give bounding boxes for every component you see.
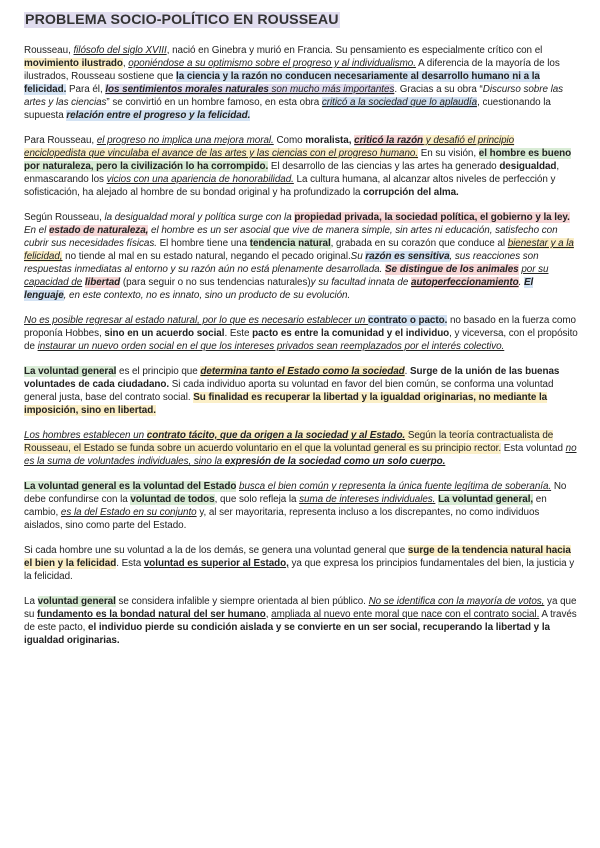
text-segment: No debe confundirse con la: [24, 481, 567, 505]
text-segment: En su visión,: [418, 148, 479, 159]
document-title-text: PROBLEMA SOCIO-POLÍTICO EN ROUSSEAU: [25, 12, 339, 28]
text-segment: y su facultad innata de: [310, 277, 411, 288]
text-segment: corrupción del alma.: [363, 187, 459, 198]
text-segment: . Esta: [116, 558, 144, 569]
paragraph-6: [24, 429, 578, 468]
text-segment: La voluntad general,: [438, 494, 534, 505]
text-segment: El lenguaje: [24, 277, 534, 301]
text-segment: criticó la razón: [354, 135, 424, 146]
text-segment: el individuo pierde su condición aislada y se convierte en un ser social, recuperando la libertad y la igualdad originarias.: [24, 622, 550, 646]
text-segment: el progreso no implica una mejora moral.: [96, 135, 274, 146]
text-segment: La voluntad general: [24, 366, 117, 377]
text-segment: no basado en la fuerza como proponía Hobbes,: [24, 315, 576, 339]
text-segment: Como: [273, 135, 306, 146]
text-segment: ya que expresa los principios fundamentales del bien, la justicia y la felicidad.: [24, 558, 575, 582]
text-segment: sino en un acuerdo social: [104, 328, 225, 339]
text-segment: razón es sensitiva: [365, 251, 450, 262]
text-segment: instaurar un nuevo orden social en el que los intereses privados sean reemplazados por el interés colectivo.: [37, 341, 505, 352]
text-segment: bienestar y a la felicidad,: [24, 238, 574, 262]
text-segment: La cultura humana, al alcanzar altos niveles de perfección y sofisticación, ha alejado al hombre de su bondad original y ha profundizado la: [24, 174, 556, 198]
paragraph-9: [24, 595, 578, 647]
text-segment: movimiento ilustrado: [24, 58, 123, 69]
text-segment: fundamento es la bondad natural del ser humano: [37, 609, 266, 620]
text-segment: estado de naturaleza,: [48, 225, 149, 236]
text-segment: , y viceversa, con el propósito de: [24, 328, 578, 352]
text-segment: desigualdad: [499, 161, 557, 172]
text-segment: Si cada individuo aporta su voluntad en favor del bien común, se conforma una voluntad general justa, base del contrato social.: [24, 379, 554, 403]
text-segment: vicios con una apariencia de honorabilidad.: [106, 174, 294, 185]
text-segment: El hombre tiene una: [156, 238, 250, 249]
text-segment: en cambio,: [24, 494, 547, 518]
text-segment: Su finalidad es recuperar la libertad y la igualdad originarias, no mediante la imposición, sino en libertad.: [24, 392, 548, 416]
paragraph-4: [24, 314, 578, 353]
text-segment: se considera infalible y siempre orientada al bien público.: [115, 596, 369, 607]
text-segment: la desigualdad moral y política surge con la: [104, 212, 295, 223]
text-segment: Surge de la unión de las buenas voluntades de cada ciudadano.: [24, 366, 560, 390]
text-segment: Los hombres establecen un: [24, 430, 147, 441]
text-segment: relación entre el progreso y la felicidad.: [66, 110, 251, 121]
text-segment: La: [24, 596, 38, 607]
text-segment: El desarrollo de las ciencias y las artes ha generado: [268, 161, 500, 172]
paragraph-8: [24, 544, 578, 583]
text-segment: moralista,: [305, 135, 352, 146]
text-segment: , en este contexto, no es innato, sino un producto de su evolución.: [63, 290, 351, 301]
text-segment: Rousseau,: [24, 45, 74, 56]
text-segment: . Este: [224, 328, 253, 339]
text-segment: En el: [24, 225, 49, 236]
text-segment: Según la teoría contractualista de Rousseau, el Estado se funda sobre un acuerdo voluntario en el que la voluntad general es su principio rector.: [24, 430, 554, 454]
text-segment: voluntad es superior al Estado,: [143, 558, 289, 569]
text-segment: busca el bien común y representa la única fuente legítima de soberanía.: [239, 481, 552, 492]
text-segment: es el principio que: [116, 366, 201, 377]
text-segment: .: [518, 277, 524, 288]
text-segment: ,: [265, 609, 272, 620]
text-segment: y, al ser mayoritaria, representa incluso a los discrepantes, no como individuos aislados, sino como parte del Estado.: [24, 507, 540, 531]
text-segment: por su capacidad de: [24, 264, 549, 288]
text-segment: determina tanto el Estado como la sociedad: [200, 366, 405, 377]
text-segment: propiedad privada, la sociedad política, el gobierno y la ley.: [294, 212, 570, 223]
text-segment: ya que su: [24, 596, 577, 620]
text-segment: Según Rousseau,: [24, 212, 105, 223]
text-segment: voluntad de todos: [130, 494, 215, 505]
text-segment: oponiéndose a su optimismo sobre el progreso y al individualismo.: [128, 58, 416, 69]
text-segment: Si cada hombre une su voluntad a la de los demás, se genera una voluntad general que: [24, 545, 408, 556]
paragraph-5: [24, 365, 578, 417]
text-segment: el hombre es bueno por naturaleza, pero la civilización lo ha corrompido.: [24, 148, 572, 172]
text-segment: voluntad general: [37, 596, 116, 607]
text-segment: son mucho más importantes: [268, 84, 395, 95]
text-segment: (para seguir o no sus tendencias naturales): [120, 277, 311, 288]
text-segment: Para Rousseau,: [24, 135, 97, 146]
text-segment: .: [404, 366, 411, 377]
text-segment: y desafió el principio enciclopedista que vinculaba el avance de las artes y las ciencias con el progreso humano.: [24, 135, 515, 159]
text-segment: libertad: [84, 277, 121, 288]
text-segment: no tiende al mal en su estado natural, negando el pecado original.: [62, 251, 351, 262]
text-segment: ” se convirtió en un hombre famoso, en esta obra: [106, 97, 322, 108]
text-segment: Para él,: [66, 84, 106, 95]
text-segment: , cuestionando la supuesta: [24, 97, 551, 121]
text-segment: No es posible regresar al estado natural, por lo que es necesario establecer un: [24, 315, 369, 326]
text-segment: Se distingue de los animales: [385, 264, 519, 275]
text-segment: , grabada en su corazón que conduce al: [330, 238, 508, 249]
text-segment: ampliada al nuevo ente moral que nace con el contrato social.: [271, 609, 540, 620]
paragraph-1: [24, 44, 578, 122]
text-segment: surge de la tendencia natural hacia el bien y la felicidad: [24, 545, 571, 569]
text-segment: expresión de la sociedad como un solo cuerpo.: [224, 456, 446, 467]
text-segment: Su: [350, 251, 366, 262]
document-body: [24, 44, 578, 647]
document-title: [24, 12, 578, 28]
text-segment: . Gracias a su obra “: [394, 84, 483, 95]
text-segment: tendencia natural: [249, 238, 331, 249]
text-segment: ,: [122, 58, 129, 69]
paragraph-2: [24, 134, 578, 199]
text-segment: filósofo del siglo XVIII: [73, 45, 167, 56]
text-segment: contrato tácito, que da origen a la sociedad y al Estado.: [146, 430, 406, 441]
text-segment: suma de intereses individuales.: [299, 494, 436, 505]
text-segment: , sus reacciones son respuestas inmediatas al entorno y su razón aún no está plenamente desarrollada.: [24, 251, 539, 275]
text-segment: los sentimientos morales naturales: [105, 84, 269, 95]
text-segment: el hombre es un ser asocial que vive de manera simple, sin artes ni educación, satisfecho con cubrir sus necesidades físicas.: [24, 225, 558, 249]
text-segment: autoperfeccionamiento: [411, 277, 519, 288]
text-segment: , nació en Ginebra y murió en Francia. Su pensamiento es especialmente crítico con el: [166, 45, 543, 56]
text-segment: Esta voluntad: [501, 443, 566, 454]
text-segment: no es la suma de voluntades individuales,: [24, 443, 577, 467]
text-segment: contrato o pacto.: [368, 315, 448, 326]
text-segment: pacto es entre la comunidad y el individuo: [252, 328, 450, 339]
text-segment: A través de este pacto,: [24, 609, 577, 633]
paragraph-7: [24, 480, 578, 532]
text-segment: A diferencia de la mayoría de los ilustrados, Rousseau sostiene que: [24, 58, 560, 82]
text-segment: criticó a la sociedad que lo aplaudía: [321, 97, 478, 108]
text-segment: La voluntad general es la voluntad del Estado: [24, 481, 237, 492]
text-segment: No se identifica con la mayoría de votos,: [368, 596, 545, 607]
text-segment: la ciencia y la razón no conducen necesariamente al desarrollo humano ni a la felicidad.: [24, 71, 540, 95]
text-segment: , que solo refleja la: [214, 494, 300, 505]
paragraph-3: [24, 211, 578, 302]
text-segment: es la del Estado en su conjunto: [60, 507, 197, 518]
text-segment: Discurso sobre las artes y las ciencias: [24, 84, 564, 108]
text-segment: sino la: [191, 456, 225, 467]
text-segment: , enmascarando los: [24, 161, 560, 185]
